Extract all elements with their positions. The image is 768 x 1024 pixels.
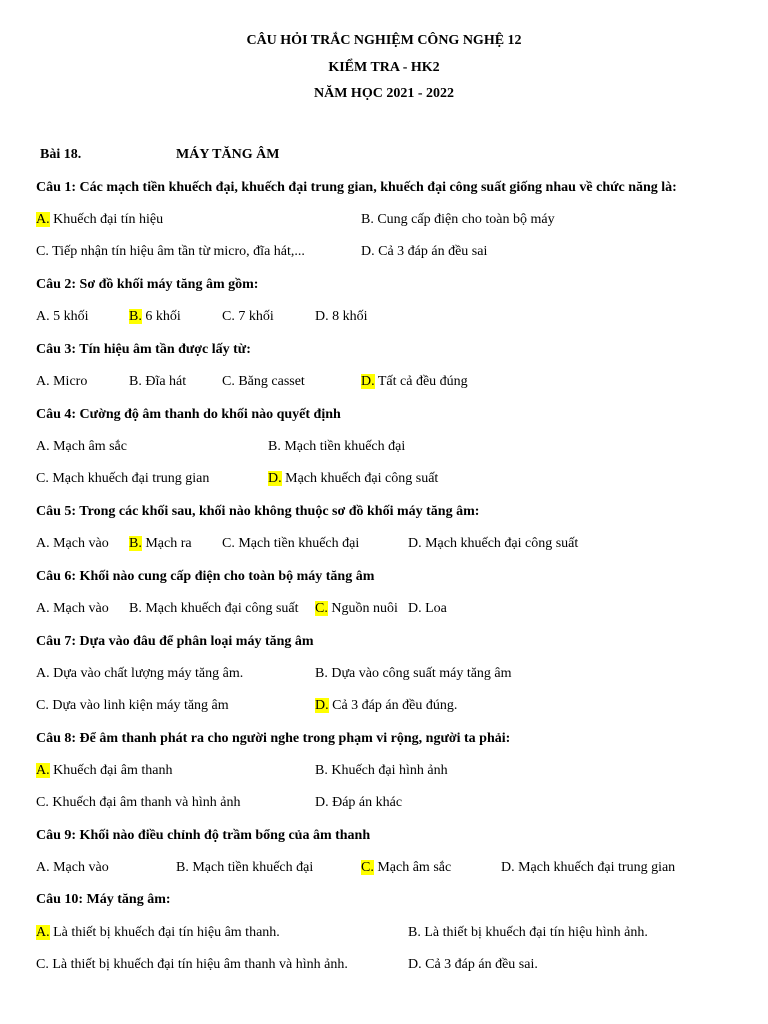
q7-option-b: B. Dựa vào công suất máy tăng âm — [315, 666, 512, 681]
correct-marker: B. — [129, 309, 142, 324]
question-5: Câu 5: Trong các khối sau, khối nào không thuộc sơ đồ khối máy tăng âm: — [36, 504, 480, 519]
q9-option-c: C. Mạch âm sắc — [361, 860, 452, 875]
q6-option-b: B. Mạch khuếch đại công suất — [129, 601, 299, 616]
lesson-number: Bài 18. — [40, 147, 82, 162]
q7-option-c: C. Dựa vào linh kiện máy tăng âm — [36, 698, 229, 713]
q8-option-d: D. Đáp án khác — [315, 795, 403, 810]
q4-option-d: D. Mạch khuếch đại công suất — [268, 471, 439, 486]
q1-option-a: A. Khuếch đại tín hiệu — [36, 212, 164, 227]
q8-option-b: B. Khuếch đại hình ảnh — [315, 763, 448, 778]
doc-title: CÂU HỎI TRẮC NGHIỆM CÔNG NGHỆ 12 — [246, 33, 522, 48]
q10-option-d: D. Cả 3 đáp án đều sai. — [408, 957, 538, 972]
q9-option-a: A. Mạch vào — [36, 860, 109, 875]
correct-marker: D. — [361, 374, 375, 389]
question-2: Câu 2: Sơ đồ khối máy tăng âm gồm: — [36, 277, 259, 292]
q5-option-d: D. Mạch khuếch đại công suất — [408, 536, 579, 551]
q3-option-a: A. Micro — [36, 374, 88, 389]
q5-option-a: A. Mạch vào — [36, 536, 109, 551]
q10-option-a: A. Là thiết bị khuếch đại tín hiệu âm thanh. — [36, 925, 280, 940]
question-9: Câu 9: Khối nào điều chỉnh độ trầm bổng của âm thanh — [36, 828, 371, 843]
school-year: NĂM HỌC 2021 - 2022 — [314, 86, 454, 101]
question-7: Câu 7: Dựa vào đâu để phân loại máy tăng âm — [36, 634, 314, 649]
q3-option-b: B. Đĩa hát — [129, 374, 187, 389]
q7-option-a: A. Dựa vào chất lượng máy tăng âm. — [36, 666, 244, 681]
q6-option-d: D. Loa — [408, 601, 447, 616]
q7-option-d: D. Cả 3 đáp án đều đúng. — [315, 698, 458, 713]
q2-option-c: C. 7 khối — [222, 309, 274, 324]
lesson-title: MÁY TĂNG ÂM — [176, 147, 280, 162]
q5-option-b: B. Mạch ra — [129, 536, 192, 551]
q4-option-a: A. Mạch âm sắc — [36, 439, 127, 454]
q6-option-a: A. Mạch vào — [36, 601, 109, 616]
correct-marker: A. — [36, 212, 50, 227]
question-8: Câu 8: Để âm thanh phát ra cho người nghe trong phạm vi rộng, người ta phải: — [36, 731, 511, 746]
q1-option-b: B. Cung cấp điện cho toàn bộ máy — [361, 212, 555, 227]
correct-marker: D. — [268, 471, 282, 486]
question-1: Câu 1: Các mạch tiền khuếch đại, khuếch đại trung gian, khuếch đại công suất giống nhau về chức năng là: — [36, 180, 677, 195]
question-4: Câu 4: Cường độ âm thanh do khối nào quyết định — [36, 407, 341, 422]
q8-option-c: C. Khuếch đại âm thanh và hình ảnh — [36, 795, 241, 810]
q3-option-d: D. Tất cả đều đúng — [361, 374, 468, 389]
q4-option-b: B. Mạch tiền khuếch đại — [268, 439, 406, 454]
q3-option-c: C. Băng casset — [222, 374, 305, 389]
correct-marker: B. — [129, 536, 142, 551]
q5-option-c: C. Mạch tiền khuếch đại — [222, 536, 360, 551]
correct-marker: A. — [36, 763, 50, 778]
correct-marker: D. — [315, 698, 329, 713]
q1-option-c: C. Tiếp nhận tín hiệu âm tần từ micro, đĩa hát,... — [36, 244, 305, 259]
question-3: Câu 3: Tín hiệu âm tần được lấy từ: — [36, 342, 251, 357]
q2-option-a: A. 5 khối — [36, 309, 89, 324]
q2-option-d: D. 8 khối — [315, 309, 368, 324]
q10-option-b: B. Là thiết bị khuếch đại tín hiệu hình ảnh. — [408, 925, 648, 940]
doc-subtitle: KIỂM TRA - HK2 — [328, 60, 440, 75]
correct-marker: C. — [361, 860, 374, 875]
question-10: Câu 10: Máy tăng âm: — [36, 892, 171, 907]
q4-option-c: C. Mạch khuếch đại trung gian — [36, 471, 210, 486]
q2-option-b: B. 6 khối — [129, 309, 181, 324]
q1-option-d: D. Cả 3 đáp án đều sai — [361, 244, 488, 259]
q8-option-a: A. Khuếch đại âm thanh — [36, 763, 173, 778]
q6-option-c: C. Nguồn nuôi — [315, 601, 398, 616]
q9-option-d: D. Mạch khuếch đại trung gian — [501, 860, 676, 875]
q10-option-c: C. Là thiết bị khuếch đại tín hiệu âm thanh và hình ảnh. — [36, 957, 348, 972]
correct-marker: A. — [36, 925, 50, 940]
correct-marker: C. — [315, 601, 328, 616]
question-6: Câu 6: Khối nào cung cấp điện cho toàn bộ máy tăng âm — [36, 569, 375, 584]
q9-option-b: B. Mạch tiền khuếch đại — [176, 860, 314, 875]
